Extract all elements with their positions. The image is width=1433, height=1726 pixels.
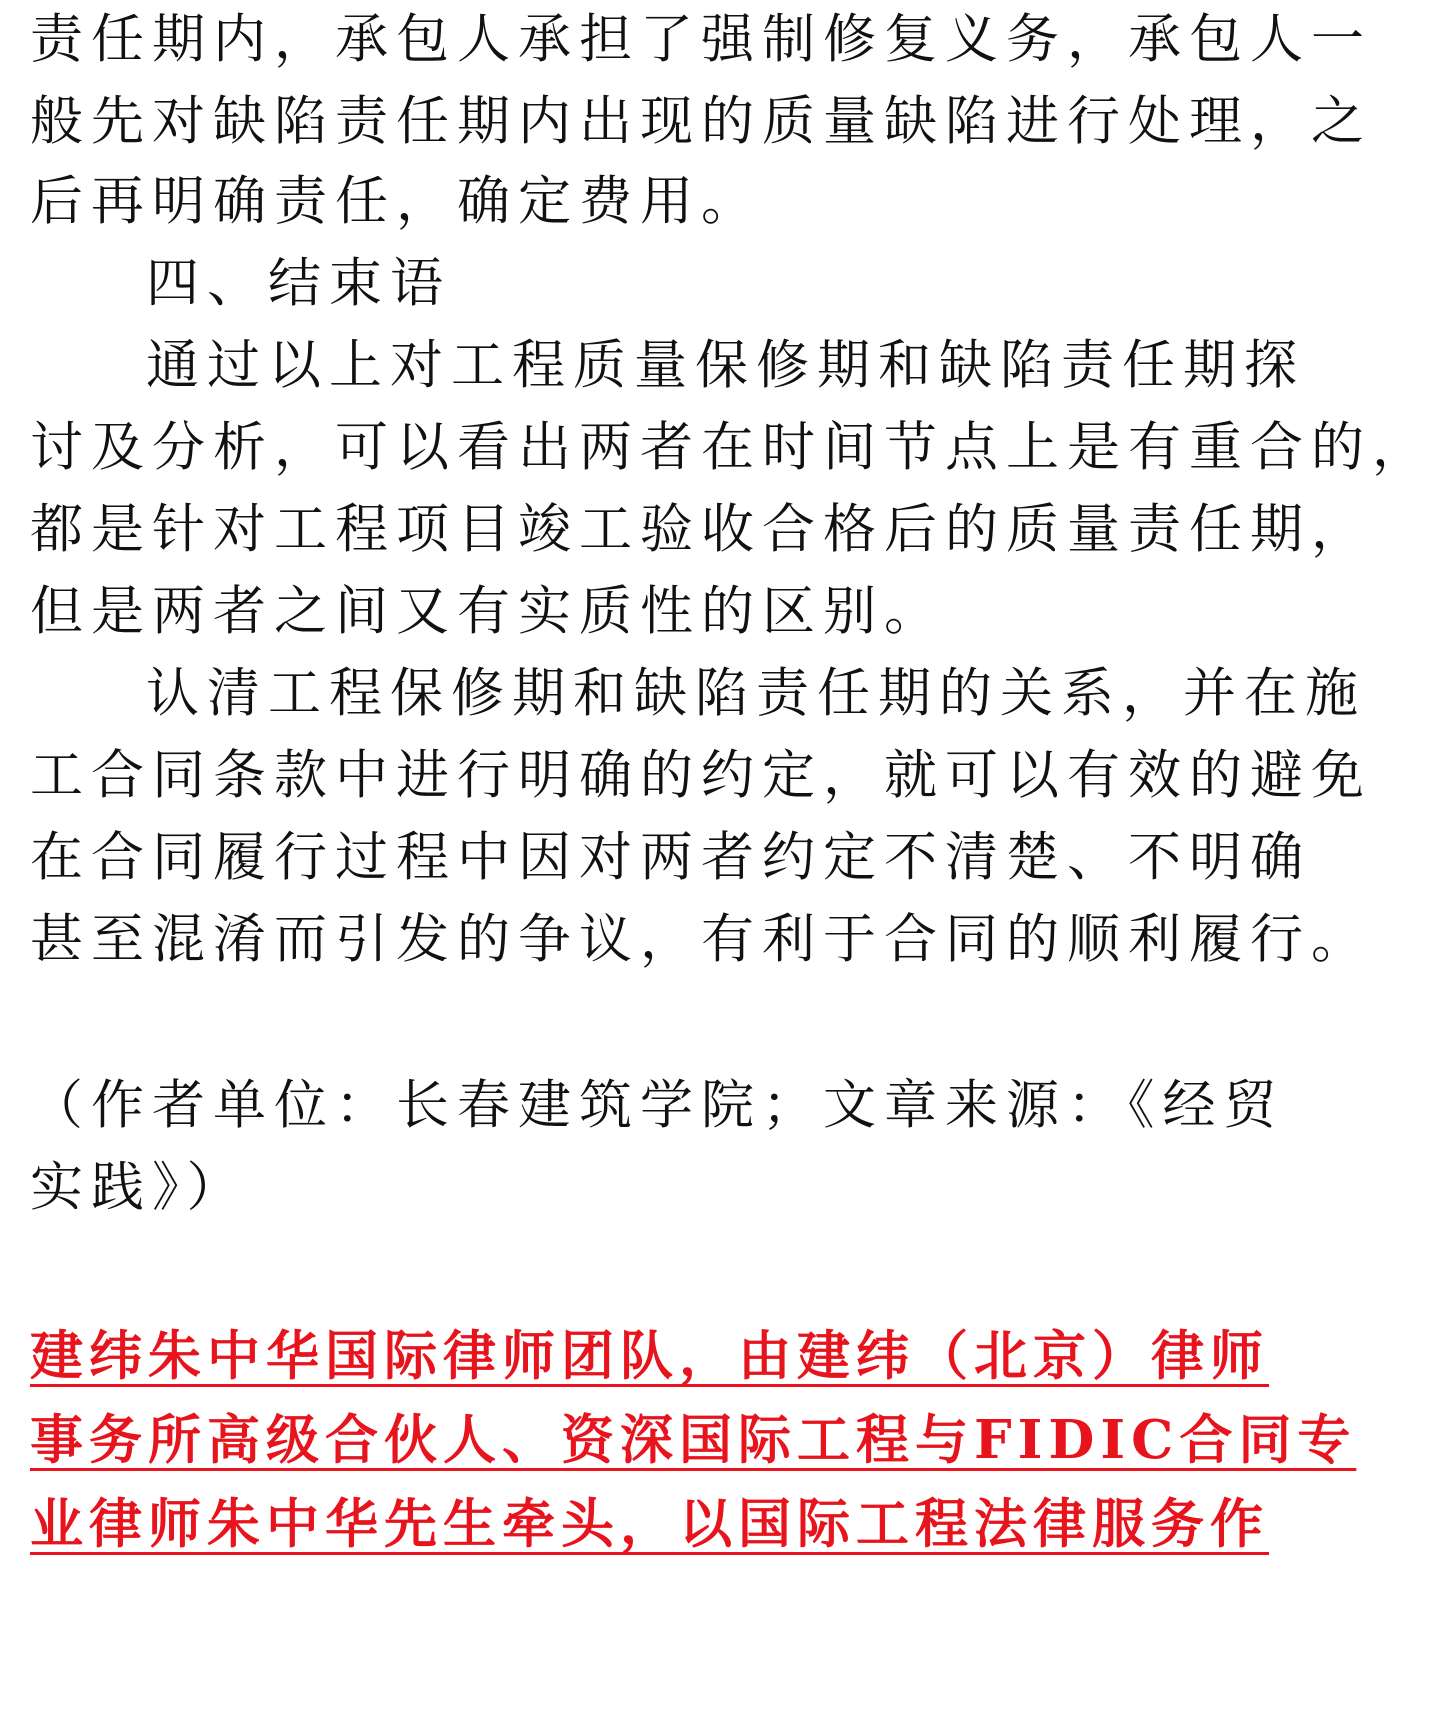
source-note-line: （作者单位：长春建筑学院；文章来源：《经贸 [30,1075,1285,1136]
paragraph-line: 在合同履行过程中因对两者约定不清楚、不明确 [30,827,1311,888]
paragraph-line: 工合同条款中进行明确的约定，就可以有效的避免 [30,745,1372,806]
paragraph-line: 般先对缺陷责任期内出现的质量缺陷进行处理，之 [30,91,1372,152]
source-note-line: 实践》） [30,1157,248,1218]
promo-link-line[interactable]: 事务所高级合伙人、资深国际工程与FIDIC合同专 [30,1409,1357,1471]
section-heading: 四、结束语 [146,253,451,314]
promo-link-line[interactable]: 业律师朱中华先生牵头，以国际工程法律服务作 [30,1493,1269,1555]
paragraph-line: 责任期内，承包人承担了强制修复义务，承包人一 [30,9,1372,70]
promo-link-line[interactable]: 建纬朱中华国际律师团队，由建纬（北京）律师 [30,1325,1269,1387]
paragraph-line: 都是针对工程项目竣工验收合格后的质量责任期， [30,499,1372,560]
paragraph-line: 通过以上对工程质量保修期和缺陷责任期探 [146,335,1305,396]
paragraph-line: 但是两者之间又有实质性的区别。 [30,581,945,642]
paragraph-line: 后再明确责任，确定费用。 [30,171,762,232]
paragraph-line: 讨及分析，可以看出两者在时间节点上是有重合的， [30,417,1433,478]
paragraph-line: 甚至混淆而引发的争议，有利于合同的顺利履行。 [30,909,1372,970]
paragraph-line: 认清工程保修期和缺陷责任期的关系，并在施 [146,663,1366,724]
